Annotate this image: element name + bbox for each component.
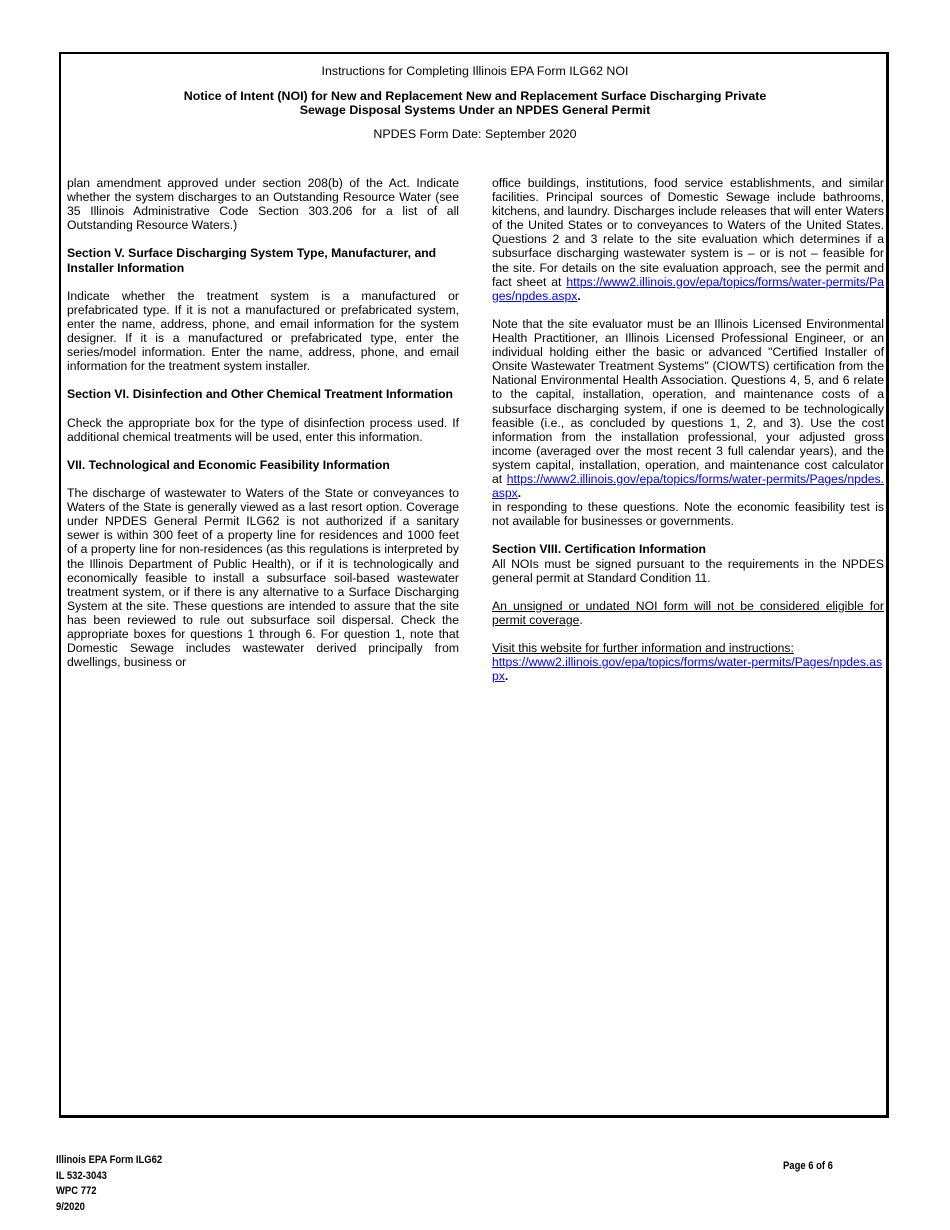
page-number: Page 6 of 6	[783, 1160, 833, 1172]
left-column	[67, 176, 459, 669]
right-column	[492, 176, 884, 683]
section-8-body: All NOIs must be signed pursuant to the requirements in the NPDES general permit at Standard Condition 11.	[492, 556, 884, 585]
visit-website-text: Visit this website for further information and instructions:	[492, 641, 794, 656]
footer-revision-date: 9/2020	[56, 1200, 85, 1213]
section-5-heading: Section V. Surface Discharging System Type, Manufacturer, and Installer Information	[67, 246, 437, 275]
npdes-link-3[interactable]: https://www2.illinois.gov/epa/topics/forms/water-permits/Pages/npdes.aspx	[492, 655, 883, 684]
npdes-link-2[interactable]: https://www2.illinois.gov/epa/topics/forms/water-permits/Pages/npdes.aspx	[492, 471, 884, 501]
site-evaluator-paragraph: Note that the site evaluator must be an Illinois Licensed Environmental Health Practitioner, an Illinois Licensed Professional Engineer, or an individual holding either the basic or advanced "Certified Installer of Onsite Wastewater Treatment Systems" (CIOWTS) certification from the National Environmental Health Association. Questions 4, 5, and 6 relate to the capital, installation, operation, and maintenance costs of a subsurface discharging system, if one is deemed to be technologically feasible (i.e., as concluded by questions 1, 2, and 3). Use the cost information from the installation professional, your adjusted gross income (averaged over the most recent 3 full calendar years), and the system capital, installation, operation, and maintenance cost calculator at https://www2.illinois.gov/epa/topics/forms/water-permits/Pages/npdes.aspx. in responding to these questions. Note the economic feasibility test is not available for businesses or governments.	[492, 316, 884, 529]
section-5-body: Indicate whether the treatment system is a manufactured or prefabricated type. If it is not a manufactured or prefabricated system, enter the name, address, phone, and email information for the system designer. If it is a manufactured or prefabricated type, enter the series/model information. Enter the name, address, phone, and email information for the treatment system installer.	[67, 288, 459, 374]
unsigned-note: An unsigned or undated NOI form will not be considered eligible for permit coverage	[492, 598, 884, 627]
page-title: Instructions for Completing Illinois EPA Form ILG62 NOI	[321, 64, 629, 78]
footer-form-info	[56, 1153, 162, 1215]
domestic-sewage-paragraph: office buildings, institutions, food service establishments, and similar facilities. Principal sources of Domestic Sewage include bathrooms, kitchens, and laundry. Discharges include releases that will enter Waters of the United States or to conveyances to Waters of the United States. Questions 2 and 3 relate to the site evaluation which determines if a subsurface discharging wastewater system is – or is not – feasible for the site. For details on the site evaluation approach, see the permit and fact sheet at https://www2.illinois.gov/epa/topics/forms/water-permits/Pages/npdes.aspx.	[492, 176, 884, 303]
section-6-body: Check the appropriate box for the type of disinfection process used. If additional chemical treatments will be used, enter this information.	[67, 415, 459, 444]
intro-paragraph: plan amendment approved under section 208(b) of the Act. Indicate whether the system discharges to an Outstanding Resource Water (see 35 Illinois Administrative Code Section 303.206 for a list of all Outstanding Resource Waters.)	[67, 176, 459, 233]
footer-form-name: Illinois EPA Form ILG62	[56, 1154, 163, 1166]
section-6-heading: Section VI. Disinfection and Other Chemical Treatment Information	[67, 387, 454, 402]
subtitle-line-1: Notice of Intent (NOI) for New and Replacement New and Replacement Surface Discharging Private	[183, 89, 767, 103]
section-7-body: The discharge of wastewater to Waters of the State or conveyances to Waters of the State is generally viewed as a last resort option. Coverage under NPDES General Permit ILG62 is not authorized if a sanitary sewer is within 300 feet of a property line for residences and 1000 feet of a property line for non-residences (as this regulations is interpreted by the Illinois Department of Public Health), or if it is technologically and economically feasible to install a subsurface soil-based wastewater treatment system, or if there is any alternative to a Surface Discharging System at the site. These questions are intended to assure that the site has been reviewed to rule out subsurface soil dispersal. Check the appropriate boxes for questions 1 through 6. For question 1, note that Domestic Sewage includes wastewater derived principally from dwellings, business or	[67, 486, 459, 670]
site-evaluator-text: Note that the site evaluator must be an Illinois Licensed Environmental Health Practitioner, an Illinois Licensed Professional Engineer, or an individual holding either the basic or advanced "Certified Installer of Onsite Wastewater Treatment Systems" (CIOWTS) certification from the National Environmental Health Association. Questions 4, 5, and 6 relate to the capital, installation, operation, and maintenance costs of a subsurface discharging system, if one is deemed to be technologically feasible (i.e., as concluded by questions 1, 2, and 3). Use the cost information from the installation professional, your adjusted gross income (averaged over the most recent 3 full calendar years), and the system capital, installation, operation, and maintenance cost calculator at	[492, 316, 884, 486]
footer-wpc-number: WPC 772	[56, 1185, 97, 1197]
section-7-heading: VII. Technological and Economic Feasibility Information	[67, 457, 390, 472]
subtitle-line-2: Sewage Disposal Systems Under an NPDES General Permit	[299, 103, 651, 117]
form-date: NPDES Form Date: September 2020	[373, 127, 577, 141]
npdes-link-1[interactable]: https://www2.illinois.gov/epa/topics/forms/water-permits/Pages/npdes.aspx	[492, 274, 884, 303]
section-8-heading: Section VIII. Certification Information	[492, 542, 706, 557]
economic-test-note: in responding to these questions. Note the economic feasibility test is not available for businesses or governments.	[492, 500, 884, 529]
domestic-sewage-text: office buildings, institutions, food service establishments, and similar facilities. Principal sources of Domestic Sewage include bathrooms, kitchens, and laundry. Discharges include releases that will enter Waters of the United States or to conveyances to Waters of the United States. Questions 2 and 3 relate to the site evaluation which determines if a subsurface discharging wastewater system is – or is not – feasible for the site. For details on the site evaluation approach, see the permit and fact sheet at	[492, 176, 884, 289]
footer-il-number: IL 532-3043	[56, 1169, 107, 1182]
page-subtitle	[0, 89, 950, 117]
unsigned-note-paragraph: An unsigned or undated NOI form will not be considered eligible for permit coverage.	[492, 598, 884, 627]
further-info-paragraph: Visit this website for further information and instructions: https://www2.illinois.gov/epa/topics/forms/water-permits/Pages/npdes.aspx.	[492, 641, 883, 684]
